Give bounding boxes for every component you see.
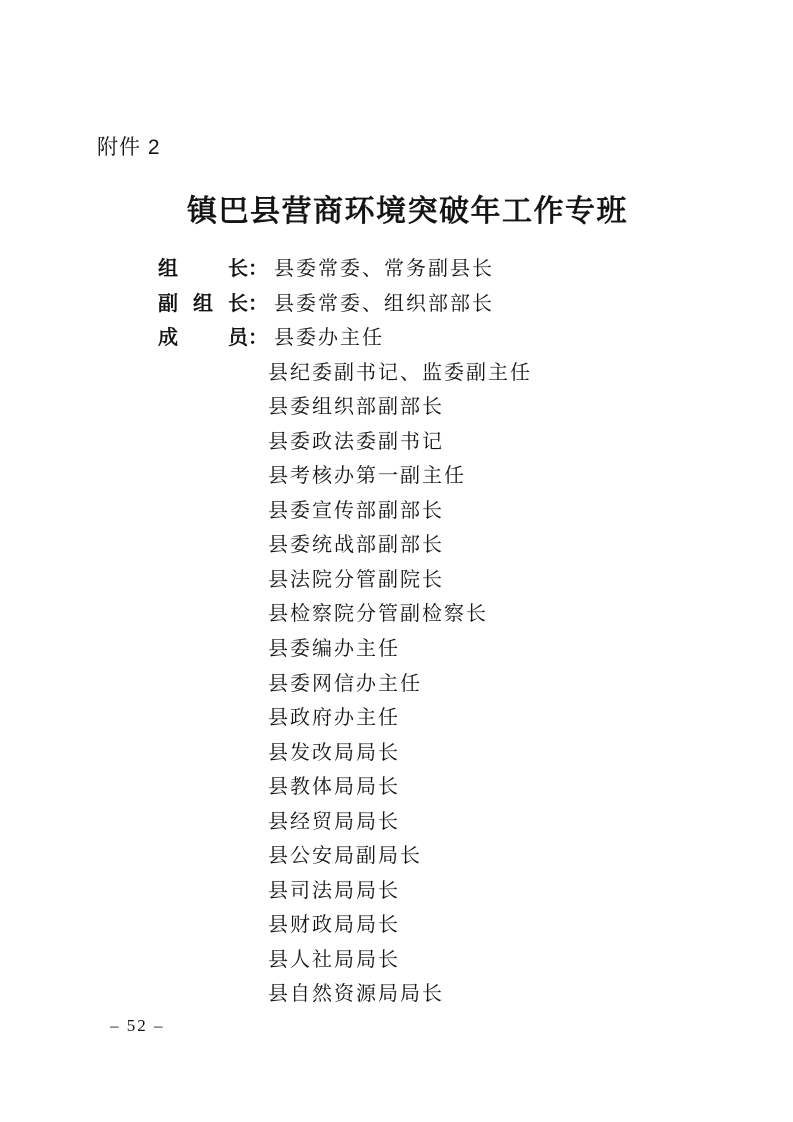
attachment-label: 附件 2 bbox=[97, 136, 161, 159]
member-item: 县委统战部副部长 bbox=[268, 534, 444, 557]
member-item: 县考核办第一副主任 bbox=[268, 465, 466, 488]
page-number: – 52 – bbox=[110, 1016, 165, 1035]
leader-colon: ： bbox=[248, 258, 268, 280]
member-item: 县教体局局长 bbox=[268, 776, 400, 799]
member-item: 县财政局局长 bbox=[268, 914, 400, 937]
member-item: 县发改局局长 bbox=[268, 741, 400, 764]
leader-value: 县委常委、常务副县长 bbox=[274, 258, 494, 280]
members-label: 成员 bbox=[158, 327, 248, 350]
member-item: 县委网信办主任 bbox=[268, 672, 422, 695]
member-item: 县人社局局长 bbox=[268, 948, 400, 971]
member-item: 县公安局副局长 bbox=[268, 845, 422, 868]
members-colon: ： bbox=[248, 327, 268, 350]
deputy-leader-colon: ： bbox=[248, 292, 268, 315]
leader-label: 组长 bbox=[158, 258, 248, 280]
member-item: 县经贸局局长 bbox=[268, 810, 400, 833]
member-item: 县委政法委副书记 bbox=[268, 430, 444, 453]
member-item: 县委编办主任 bbox=[268, 638, 400, 661]
member-item: 县委办主任 bbox=[274, 327, 384, 350]
member-item: 县司法局局长 bbox=[268, 879, 400, 902]
member-item: 县政府办主任 bbox=[268, 707, 400, 730]
document-title: 镇巴县营商环境突破年工作专班 bbox=[187, 195, 628, 228]
deputy-leader-label: 副组长 bbox=[158, 292, 248, 315]
roster-row-leader bbox=[158, 252, 718, 287]
member-item: 县法院分管副院长 bbox=[268, 568, 444, 591]
deputy-leader-value: 县委常委、组织部部长 bbox=[274, 292, 494, 315]
roster-row-members bbox=[158, 321, 718, 356]
member-item: 县委组织部副部长 bbox=[268, 396, 444, 419]
member-item: 县自然资源局局长 bbox=[268, 983, 444, 1006]
member-item: 县委宣传部副部长 bbox=[268, 499, 444, 522]
roster-row-deputy-leader bbox=[158, 287, 718, 322]
roster-list bbox=[158, 252, 718, 1012]
member-item: 县纪委副书记、监委副主任 bbox=[268, 361, 532, 384]
member-item: 县检察院分管副检察长 bbox=[268, 603, 488, 626]
